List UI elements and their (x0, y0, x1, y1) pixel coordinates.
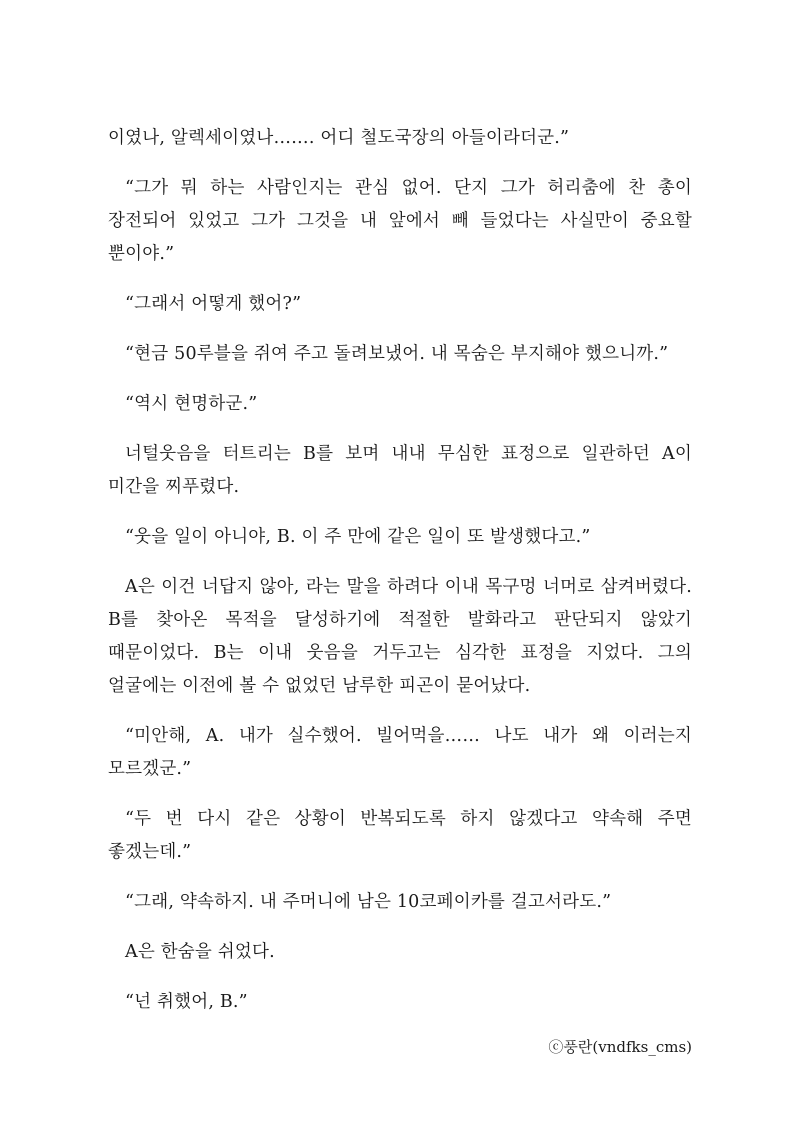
paragraph: “웃을 일이 아니야, B. 이 주 만에 같은 일이 또 발생했다고.” (125, 527, 591, 547)
paragraph: “그래, 약속하지. 내 주머니에 남은 10코페이카를 걸고서라도.” (125, 892, 612, 912)
paragraph: “미안해, A. 내가 실수했어. 빌어먹을…… 나도 내가 왜 이러는지 모르겠군.” (108, 726, 692, 779)
paragraph: “그가 뭐 하는 사람인지는 관심 없어. 단지 그가 허리춤에 찬 총이 장전되어 있었고 그가 그것을 내 앞에서 빼 들었다는 사실만이 중요할 뿐이야.” (108, 178, 692, 264)
paragraph: “그래서 어떻게 했어?” (125, 294, 302, 314)
paragraph: A은 이건 너답지 않아, 라는 말을 하려다 이내 목구멍 너머로 삼켜버렸다. B를 찾아온 목적을 달성하기에 적절한 발화라고 판단되지 않았기 때문이었다. B는 이내 웃음을 거두고는 심각한 표정을 지었다. 그의 얼굴에는 이전에 볼 수 없었던 남루한 피곤이 묻어났다. (108, 577, 692, 696)
paragraph: “넌 취했어, B.” (125, 992, 248, 1012)
paragraph: “역시 현명하군.” (125, 394, 258, 414)
paragraph: A은 한숨을 쉬었다. (125, 942, 275, 962)
copyright-footer: ⓒ풍란(vndfks_cms) (548, 1038, 692, 1056)
paragraph: 너털웃음을 터트리는 B를 보며 내내 무심한 표정으로 일관하던 A이 미간을 찌푸렸다. (108, 444, 692, 497)
paragraph: “현금 50루블을 쥐여 주고 돌려보냈어. 내 목숨은 부지해야 했으니까.” (125, 344, 669, 364)
paragraph: 이였나, 알렉세이였나……. 어디 철도국장의 아들이라더군.” (108, 128, 570, 148)
paragraph: “두 번 다시 같은 상황이 반복되도록 하지 않겠다고 약속해 주면 좋겠는데.” (108, 809, 692, 862)
document-body (108, 122, 692, 1036)
